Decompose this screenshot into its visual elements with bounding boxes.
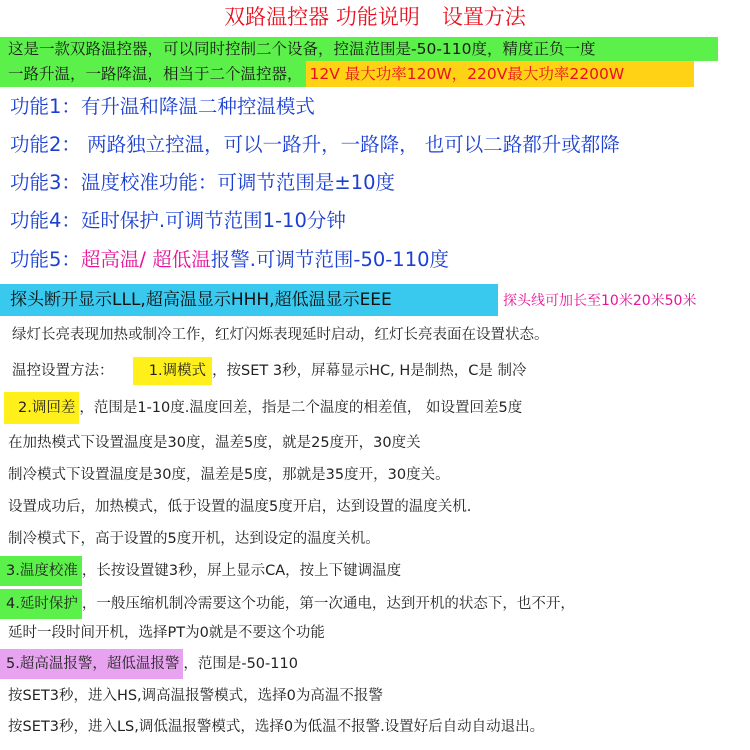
intro-text-2a: 一路升温，一路降温，相当于二个温控器， — [0, 61, 306, 87]
title-part2: 设置方法 — [441, 5, 526, 29]
feature-5-text: 报警.可调节范围-50-110度 — [210, 248, 450, 271]
cool-success: 制冷模式下，高于设置的5度开机，达到设定的温度关机。 — [8, 531, 380, 547]
delay-tag: 4.延时保护 — [0, 589, 82, 619]
feature-1: 功能1：有升温和降温二种控温模式 — [10, 95, 315, 118]
led-description: 绿灯长亮表现加热或制冷工作，红灯闪烁表现延时启动，红灯长亮表面在设置状态。 — [12, 327, 549, 343]
calibration-text: ，长按设置键3秒，屏上显示CA，按上下键调温度 — [81, 563, 402, 579]
delay-text: ，一般压缩机制冷需要这个功能，第一次通电，达到开机的状态下，也不开， — [81, 596, 575, 612]
feature-2: 功能2： 两路独立控温，可以一路升，一路降， 也可以二路都升或都降 — [10, 133, 620, 156]
hysteresis-row — [4, 392, 522, 424]
feature-5-label: 功能5： — [10, 248, 81, 271]
page-title — [0, 2, 750, 32]
mode-text: ，按SET 3秒，屏幕显示HC, H是制热，C是 制冷 — [212, 363, 527, 379]
feature-5 — [10, 245, 449, 275]
alarm-tag: 5.超高温报警，超低温报警 — [0, 649, 183, 679]
calibration-tag: 3.温度校准 — [0, 556, 82, 586]
sensor-cable-note: 探头线可加长至10米20米50米 — [503, 293, 697, 309]
delay-text-2: 延时一段时间开机，选择PT为0就是不要这个功能 — [8, 625, 325, 641]
cool-example: 制冷模式下设置温度是30度，温差是5度，那就是35度开，30度关。 — [8, 467, 450, 483]
setup-method-row — [12, 356, 527, 386]
heat-success: 设置成功后，加热模式，低于设置的温度5度开启，达到设置的温度关机. — [8, 499, 472, 515]
high-alarm-setting: 按SET3秒，进入HS,调高温报警模式，选择0为高温不报警 — [8, 688, 383, 704]
sensor-display-codes: 探头断开显示LLL,超高温显示HHH,超低温显示EEE — [0, 284, 498, 316]
intro-line-2 — [0, 61, 694, 87]
setup-method-label: 温控设置方法： — [12, 363, 114, 379]
intro-text-1: 这是一款双路温控器，可以同时控制二个设备，控温范围是-50-110度，精度正负一度 — [8, 40, 596, 58]
heat-example: 在加热模式下设置温度是30度，温差5度，就是25度开，30度关 — [8, 435, 421, 451]
title-part1: 双路温控器 功能说明 — [224, 5, 420, 29]
low-alarm-setting: 按SET3秒，进入LS,调低温报警模式，选择0为低温不报警.设置好后自动自动退出。 — [8, 719, 545, 735]
feature-5-alarm: 超高温/ 超低温 — [80, 248, 211, 271]
mode-tag: 1.调模式 — [133, 357, 212, 385]
power-spec: 12V 最大功率120W，220V最大功率2200W — [306, 61, 694, 87]
alarm-row — [0, 649, 298, 679]
feature-3: 功能3：温度校准功能：可调节范围是±10度 — [10, 171, 396, 194]
hysteresis-text: ，范围是1-10度.温度回差，指是二个温度的相差值， 如设置回差5度 — [79, 400, 523, 416]
alarm-text: ，范围是-50-110 — [183, 656, 298, 672]
delay-row — [0, 589, 575, 619]
intro-line-1 — [6, 37, 596, 61]
feature-4: 功能4：延时保护.可调节范围1-10分钟 — [10, 209, 346, 232]
calibration-row — [0, 556, 401, 586]
hysteresis-tag: 2.调回差 — [4, 392, 79, 424]
sensor-info — [0, 284, 696, 316]
